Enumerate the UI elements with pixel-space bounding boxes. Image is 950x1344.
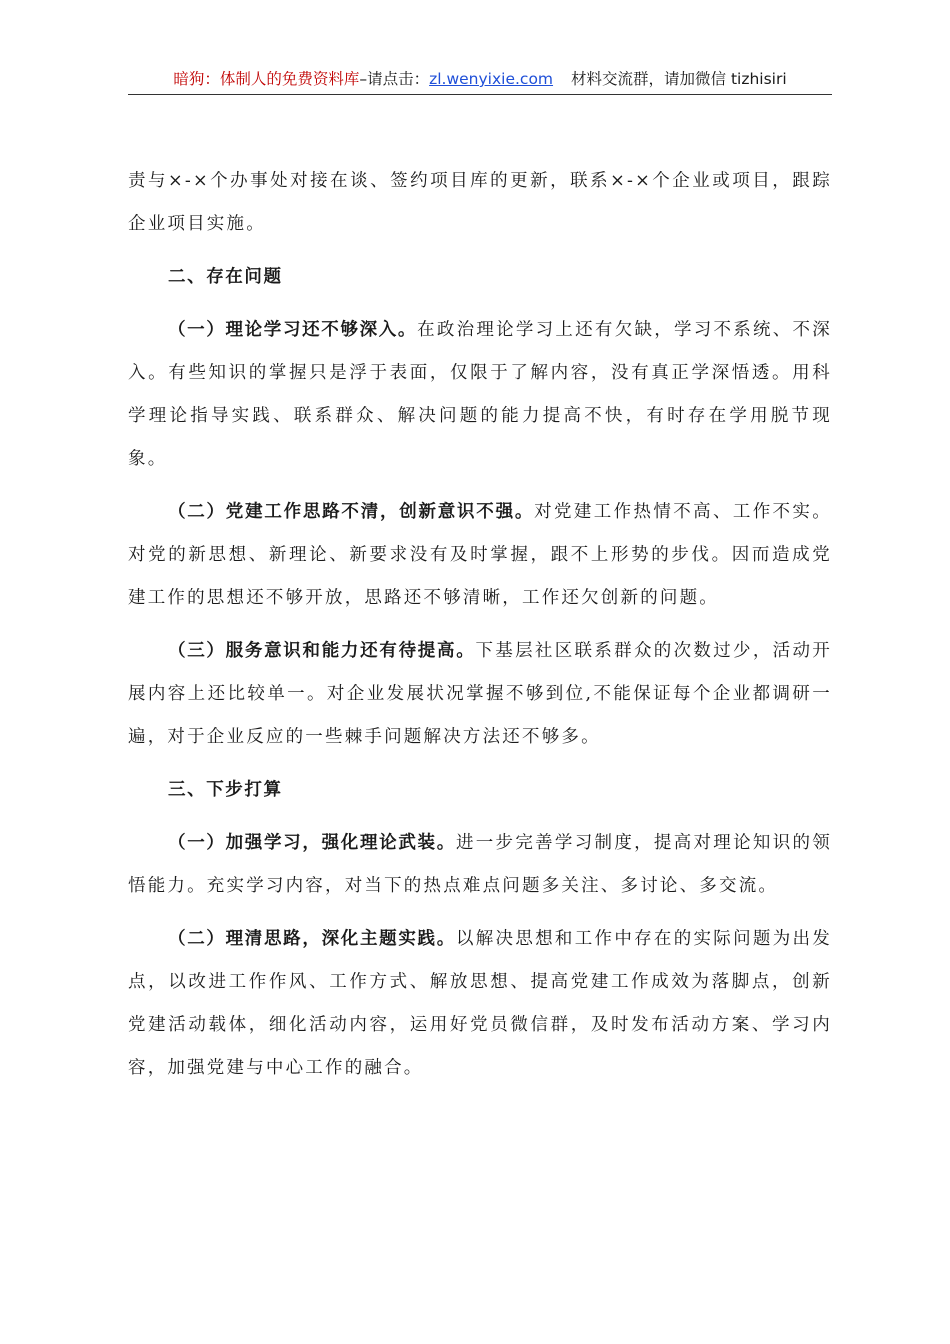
header-click-prompt: –请点击： [359,70,430,88]
plan-lead-1: （一）加强学习，强化理论武装。 [168,833,456,853]
problem-paragraph-1 [128,309,832,481]
problem-paragraph-3 [128,630,832,759]
problem-text-3: 下基层社区联系群众的次数过少，活动开展内容上还比较单一。对企业发展状况掌握不够到位,不能保证每个企业都调研一遍，对于企业反应的一些棘手问题解决方法还不够多。 [128,641,832,747]
document-body [128,160,832,1090]
plan-lead-2: （二）理清思路，深化主题实践。 [168,929,456,949]
problem-lead-2: （二）党建工作思路不清，创新意识不强。 [168,502,535,522]
problem-text-1: 在政治理论学习上还有欠缺，学习不系统、不深入。有些知识的掌握只是浮于表面，仅限于了解内容，没有真正学深悟透。用科学理论指导实践、联系群众、解决问题的能力提高不快，有时存在学用脱节现象。 [128,320,832,469]
problem-lead-3: （三）服务意识和能力还有待提高。 [168,641,476,661]
plan-paragraph-1 [128,822,832,908]
intro-paragraph: 责与×-×个办事处对接在谈、签约项目库的更新，联系×-×个企业或项目，跟踪企业项目实施。 [128,171,832,234]
plan-text-2: 以解决思想和工作中存在的实际问题为出发点，以改进工作作风、工作方式、解放思想、提高党建工作成效为落脚点，创新党建活动载体，细化活动内容，运用好党员微信群，及时发布活动方案、学习内容，加强党建与中心工作的融合。 [128,929,832,1078]
page-header [128,66,832,95]
section-heading-problems: 二、存在问题 [168,267,283,287]
problem-paragraph-2 [128,491,832,620]
section-heading-next-steps: 三、下步打算 [168,780,283,800]
header-link[interactable]: zl.wenyixie.com [429,70,554,88]
header-site-name: 暗狗：体制人的免费资料库 [173,70,360,88]
plan-text-1: 进一步完善学习制度，提高对理论知识的领悟能力。充实学习内容，对当下的热点难点问题多关注、多讨论、多交流。 [128,833,832,896]
problem-text-2: 对党建工作热情不高、工作不实。对党的新思想、新理论、新要求没有及时掌握，跟不上形势的步伐。因而造成党建工作的思想还不够开放，思路还不够清晰，工作还欠创新的问题。 [128,502,832,608]
header-wechat-note: 材料交流群，请加微信 tizhisiri [571,70,787,88]
plan-paragraph-2 [128,918,832,1090]
problem-lead-1: （一）理论学习还不够深入。 [168,320,418,340]
